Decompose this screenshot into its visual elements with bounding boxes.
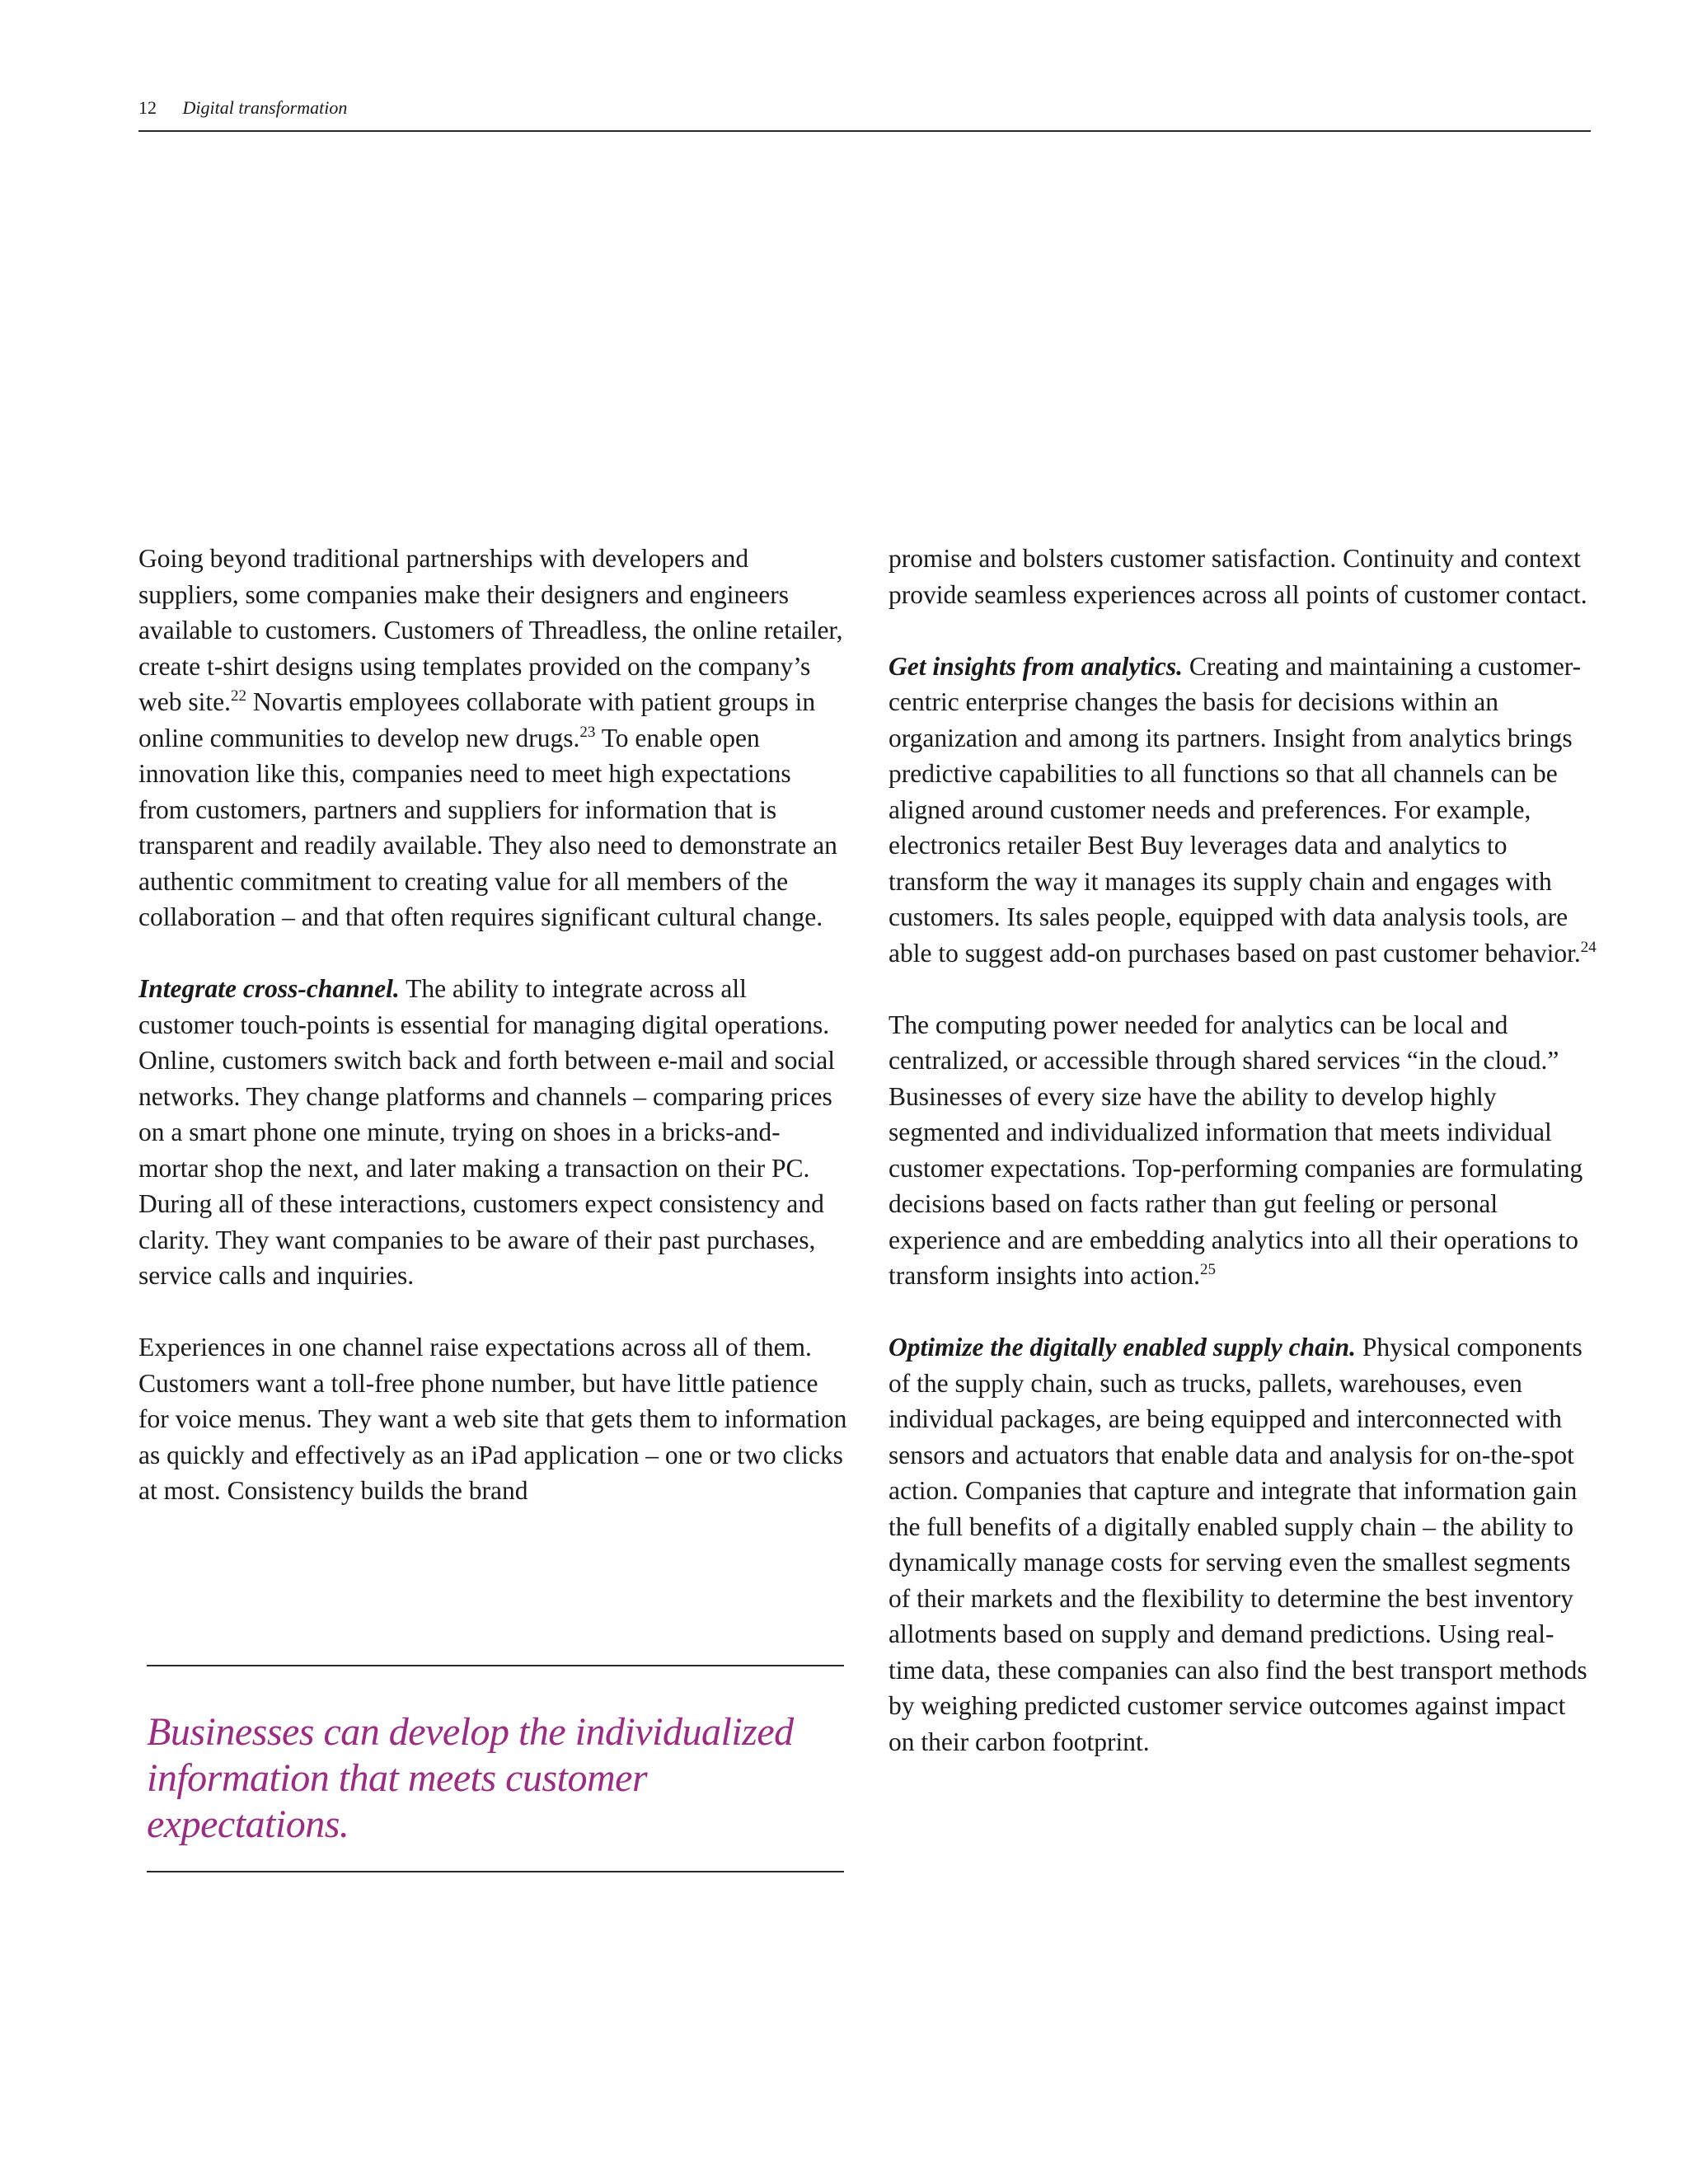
- pull-quote-text: Businesses can develop the individualized information that meets customer expectations.: [147, 1710, 794, 1846]
- paragraph-text: Novartis employees collaborate with patient groups in online communities to develop new drugs.: [138, 687, 816, 752]
- paragraph-experiences: [138, 1329, 847, 1509]
- paragraph-text: The computing power needed for analytics can be local and centralized, or accessible through shared services “in the cloud.” Businesses of every size have the ability to develop highly segmented and individualized information that meets individual customer expectations. Top-performing companies are formulating decisions based on facts rather than gut feeling or personal experience and are embedding analytics into all their operations to transform insights into action.: [889, 1010, 1583, 1290]
- running-title: Digital transformation: [182, 97, 348, 118]
- paragraph-integrate-cross-channel: [138, 971, 847, 1294]
- paragraph-brand-promise: [889, 541, 1597, 612]
- page-header: [138, 92, 1591, 132]
- section-run-in-heading: Get insights from analytics.: [889, 651, 1184, 681]
- paragraph-text: Creating and maintaining a customer-centric enterprise changes the basis for decisions within an organization and among its partners. Insight from analytics brings predictive capabilities to all functions so that all channels can be aligned around customer needs and preferences. For example, electronics retailer Best Buy leverages data and analytics to transform the way it manages its supply chain and engages with customers. Its sales people, equipped with data analysis tools, are able to suggest add-on purchases based on past customer behavior.: [889, 651, 1582, 968]
- paragraph-text: Physical components of the supply chain, such as trucks, pallets, warehouses, even individual packages, are being equipped and interconnected with sensors and actuators that enable data and analysis for on-the-spot action. Companies that capture and integrate that information gain the full benefits of a digitally enabled supply chain – the ability to dynamically manage costs for serving even the smallest segments of their markets and the flexibility to determine the best inventory allotments based on supply and demand predictions. Using real-time data, these companies can also find the best transport methods by weighing predicted customer service outcomes against impact on their carbon footprint.: [889, 1333, 1587, 1756]
- footnote-ref-23: 23: [579, 723, 596, 741]
- paragraph-text: Experiences in one channel raise expectations across all of them. Customers want a toll-free phone number, but have little patience for voice menus. They want a web site that gets them to information as quickly and effectively as an iPad application – one or two clicks at most. Consistency builds the brand: [138, 1333, 847, 1505]
- paragraph-text: promise and bolsters customer satisfaction. Continuity and context provide seamless experiences across all points of customer contact.: [889, 544, 1587, 609]
- paragraph-open-innovation: [138, 541, 847, 935]
- section-run-in-heading: Optimize the digitally enabled supply chain.: [889, 1333, 1356, 1361]
- section-run-in-heading: Integrate cross-channel.: [138, 974, 400, 1003]
- pull-quote: [147, 1665, 844, 1872]
- footnote-ref-22: 22: [230, 687, 246, 705]
- page-number: 12: [138, 97, 157, 118]
- paragraph-text: To enable open innovation like this, companies need to meet high expectations from customers, partners and suppliers for information that is transparent and readily available. They also need to demonstrate an authentic commitment to creating value for all members of the collaboration – and that often requires significant cultural change.: [138, 723, 837, 931]
- footnote-ref-25: 25: [1199, 1261, 1216, 1278]
- paragraph-get-insights: [889, 649, 1597, 972]
- paragraph-supply-chain: [889, 1329, 1597, 1760]
- left-column: [138, 541, 847, 1544]
- right-column: [889, 541, 1597, 1796]
- paragraph-text: The ability to integrate across all customer touch-points is essential for managing digital operations. Online, customers switch back and forth between e-mail and social networks. They change platforms and channels – comparing prices on a smart phone one minute, trying on shoes in a bricks-and-mortar shop the next, and later making a transaction on their PC. During all of these interactions, customers expect consistency and clarity. They want companies to be aware of their past purchases, service calls and inquiries.: [138, 974, 835, 1290]
- paragraph-text: Going beyond traditional partnerships with developers and suppliers, some companies make their designers and engineers available to customers. Customers of Threadless, the online retailer, create t-shirt designs using templates provided on the company’s web site.: [138, 544, 843, 716]
- paragraph-computing-power: [889, 1007, 1597, 1294]
- footnote-ref-24: 24: [1580, 938, 1597, 956]
